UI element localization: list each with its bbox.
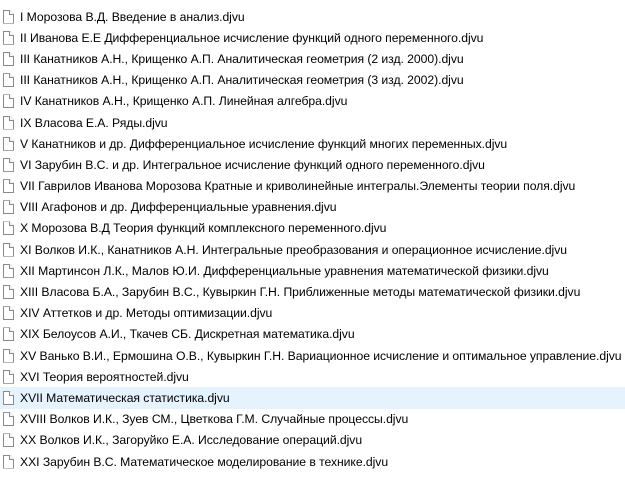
file-row[interactable]	[0, 366, 625, 387]
file-icon	[3, 73, 14, 87]
file-name: XI Волков И.К., Канатников А.Н. Интегральные преобразования и операционное исчисление.djvu	[20, 242, 567, 257]
file-row[interactable]	[0, 27, 625, 48]
file-row[interactable]	[0, 324, 625, 345]
file-row[interactable]	[0, 303, 625, 324]
file-row[interactable]	[0, 154, 625, 175]
file-icon	[3, 455, 14, 469]
file-row-selected[interactable]	[0, 387, 625, 408]
file-row[interactable]	[0, 218, 625, 239]
file-row[interactable]	[0, 176, 625, 197]
file-icon	[3, 327, 14, 341]
file-name: V Канатников и др. Дифференциальное исчисление функций многих переменных.djvu	[20, 136, 508, 151]
file-icon	[3, 221, 14, 235]
file-name: III Канатников А.Н., Крищенко А.П. Аналитическая геометрия (2 изд. 2000).djvu	[20, 51, 464, 66]
file-name: II Иванова Е.Е Дифференциальное исчисление функций одного переменного.djvu	[20, 30, 484, 45]
file-icon	[3, 158, 14, 172]
file-icon	[3, 10, 14, 24]
file-icon	[3, 370, 14, 384]
file-name: XIII Власова Б.А., Зарубин В.С., Кувыркин Г.Н. Приближенные методы математической физики.djvu	[20, 285, 581, 300]
file-list	[0, 6, 625, 472]
file-icon	[3, 200, 14, 214]
file-name: VII Гаврилов Иванова Морозова Кратные и криволинейные интегралы.Элементы теории поля.djvu	[20, 179, 576, 194]
file-name: XIV Аттетков и др. Методы оптимизации.djvu	[20, 306, 273, 321]
file-name: XVIII Волков И.К., Зуев СМ., Цветкова Г.М. Случайные процессы.djvu	[20, 412, 409, 427]
file-name: VI Зарубин В.С. и др. Интегральное исчисление функций одного переменного.djvu	[20, 157, 485, 172]
file-icon	[3, 391, 14, 405]
file-row[interactable]	[0, 197, 625, 218]
file-icon	[3, 285, 14, 299]
file-icon	[3, 412, 14, 426]
file-row[interactable]	[0, 260, 625, 281]
file-name: IV Канатников А.Н., Крищенко А.П. Линейная алгебра.djvu	[20, 94, 348, 109]
file-name: XII Мартинсон Л.К., Малов Ю.И. Дифференциальные уравнения математической физики.djvu	[20, 263, 549, 278]
file-row[interactable]	[0, 451, 625, 472]
file-row[interactable]	[0, 6, 625, 27]
file-icon	[3, 306, 14, 320]
file-name: XVI Теория вероятностей.djvu	[20, 369, 189, 384]
file-row[interactable]	[0, 112, 625, 133]
file-row[interactable]	[0, 48, 625, 69]
file-row[interactable]	[0, 409, 625, 430]
file-row[interactable]	[0, 430, 625, 451]
file-row[interactable]	[0, 345, 625, 366]
file-icon	[3, 52, 14, 66]
file-icon	[3, 137, 14, 151]
file-row[interactable]	[0, 133, 625, 154]
file-name: I Морозова В.Д. Введение в анализ.djvu	[20, 9, 245, 24]
file-name: III Канатников А.Н., Крищенко А.П. Аналитическая геометрия (3 изд. 2002).djvu	[20, 73, 464, 88]
file-icon	[3, 243, 14, 257]
file-name: X Морозова В.Д Теория функций комплексного переменного.djvu	[20, 221, 387, 236]
file-icon	[3, 31, 14, 45]
file-name: VIII Агафонов и др. Дифференциальные уравнения.djvu	[20, 200, 337, 215]
file-name: XXI Зарубин В.С. Математическое моделирование в технике.djvu	[20, 454, 389, 469]
file-row[interactable]	[0, 70, 625, 91]
file-icon	[3, 179, 14, 193]
file-name: XVII Математическая статистика.djvu	[20, 390, 230, 405]
file-name: XV Ванько В.И., Ермошина О.В., Кувыркин Г.Н. Вариационное исчисление и оптимальное управление.djvu	[20, 348, 622, 363]
file-icon	[3, 433, 14, 447]
file-name: XX Волков И.К., Загоруйко Е.А. Исследование операций.djvu	[20, 433, 363, 448]
file-row[interactable]	[0, 239, 625, 260]
file-name: XIX Белоусов А.И., Ткачев СБ. Дискретная математика.djvu	[20, 327, 355, 342]
file-icon	[3, 116, 14, 130]
file-name: IX Власова Е.А. Ряды.djvu	[20, 115, 168, 130]
file-icon	[3, 264, 14, 278]
file-icon	[3, 349, 14, 363]
file-row[interactable]	[0, 281, 625, 302]
file-icon	[3, 94, 14, 108]
file-row[interactable]	[0, 91, 625, 112]
